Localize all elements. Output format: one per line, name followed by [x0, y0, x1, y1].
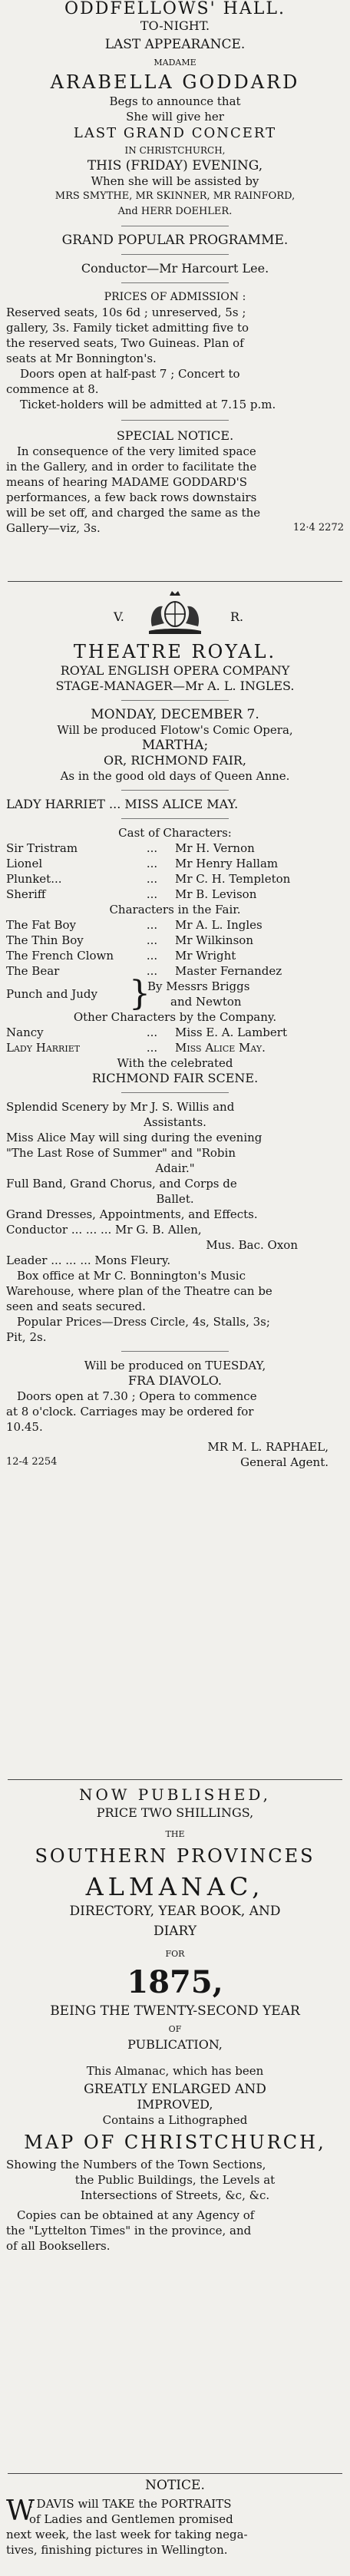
- conductor-degree: Mus. Bac. Oxon: [206, 1238, 298, 1252]
- actor: Mr Henry Hallam: [175, 857, 279, 870]
- song-line: "The Last Rose of Summer" and "Robin: [6, 1146, 236, 1160]
- fra-diavolo: FRA DIAVOLO.: [128, 1373, 222, 1388]
- special-last-row: [6, 520, 344, 536]
- publication: PUBLICATION,: [127, 2037, 223, 2052]
- divider: [121, 282, 229, 283]
- performance-date: MONDAY, DECEMBER 7.: [91, 707, 259, 722]
- special-notice-body: [6, 444, 344, 536]
- davis-notice: [6, 2478, 344, 2558]
- oddfellows-ad: [6, 2, 344, 536]
- role: Sir Tristram: [6, 841, 78, 855]
- role: The Fat Boy: [6, 918, 76, 932]
- leader-dots: ...: [146, 887, 158, 901]
- scenery-line: Splendid Scenery by Mr J. S. Willis and: [6, 1100, 235, 1114]
- fair-scene: RICHMOND FAIR SCENE.: [91, 1071, 259, 1085]
- actor: Mr B. Levison: [175, 887, 257, 901]
- crest-r: R.: [230, 609, 244, 624]
- section-rule: [8, 2473, 342, 2474]
- band-line: Full Band, Grand Chorus, and Corps de: [6, 1177, 237, 1191]
- divider: [121, 790, 229, 791]
- actor: Mr Wilkinson: [175, 933, 253, 947]
- song-line: Adair.": [155, 1161, 195, 1175]
- notice-line: next week, the last week for taking nega-: [6, 2528, 248, 2541]
- dresses-line: Grand Dresses, Appointments, and Effects.: [6, 1207, 258, 1221]
- drop-cap: W: [6, 2495, 35, 2527]
- box-office-line: Box office at Mr C. Bonnington's Music: [17, 1269, 246, 1283]
- band-line: Ballet.: [156, 1192, 194, 1206]
- special-notice-heading: SPECIAL NOTICE.: [116, 428, 234, 443]
- prices-line: commence at 8.: [6, 382, 99, 396]
- assistants-2: And HERR DOEHLER.: [117, 206, 233, 217]
- price-line: PRICE TWO SHILLINGS,: [96, 1805, 254, 1820]
- cast-row: [6, 1025, 344, 1040]
- punch-judy-actors: [144, 979, 249, 1009]
- manager-line: STAGE-MANAGER—Mr A. L. INGLES.: [55, 679, 295, 693]
- actor: and Newton: [170, 995, 242, 1009]
- conductor-line: Conductor—Mr Harcourt Lee.: [81, 261, 269, 276]
- map-title: MAP OF CHRISTCHURCH,: [24, 2132, 326, 2153]
- conductor-line: Conductor ... ... ... Mr G. B. Allen,: [6, 1223, 202, 1237]
- for: FOR: [165, 1949, 185, 1959]
- other-heading: Other Characters by the Company.: [73, 1010, 277, 1024]
- leader-dots: ...: [146, 964, 158, 978]
- role: Lady Harriet: [6, 1041, 81, 1055]
- actor: Mr Wright: [175, 949, 236, 963]
- leader-dots: ...: [146, 918, 158, 932]
- ad-reference: 12·4 2272: [292, 522, 344, 533]
- prices-line: Popular Prices—Dress Circle, 4s, Stalls, 3s;: [17, 1315, 270, 1329]
- prices-line: Pit, 2s.: [6, 1330, 47, 1344]
- role: Plunket...: [6, 872, 62, 886]
- cast-row: [6, 841, 344, 856]
- agent-title: General Agent.: [240, 1455, 329, 1469]
- prices-heading: PRICES OF ADMISSION :: [104, 291, 246, 303]
- copies-line: Copies can be obtained at any Agency of: [17, 2208, 255, 2222]
- as-in-line: As in the good old days of Queen Anne.: [60, 769, 290, 783]
- special-line: In consequence of the very limited space: [17, 444, 256, 458]
- showing-line: Showing the Numbers of the Town Sections,: [6, 2158, 266, 2171]
- opera-subtitle: OR, RICHMOND FAIR,: [103, 753, 247, 768]
- section-rule: [8, 1779, 342, 1780]
- role: The Thin Boy: [6, 933, 84, 947]
- actor: Miss E. A. Lambert: [175, 1025, 287, 1039]
- prices-line: Doors open at half-past 7 ; Concert to: [20, 367, 240, 381]
- leader-dots: ...: [146, 872, 158, 886]
- role: Punch and Judy: [6, 987, 97, 1001]
- special-line: in the Gallery, and in order to facilitate the: [6, 460, 257, 474]
- now-published: NOW PUBLISHED,: [78, 1785, 272, 1804]
- notice-body: [6, 2496, 344, 2527]
- scenery-line: Assistants.: [144, 1115, 206, 1129]
- leader-dots: ...: [146, 1041, 158, 1055]
- divider: [121, 1092, 229, 1093]
- in-christchurch: IN CHRISTCHURCH,: [124, 145, 226, 156]
- actor: Miss Alice May.: [175, 1041, 266, 1055]
- ad-heading: ODDFELLOWS' HALL.: [64, 0, 286, 18]
- cast-row: [6, 933, 344, 948]
- this-almanac: This Almanac, which has been: [86, 2064, 264, 2078]
- punch-judy-row: [6, 974, 344, 1013]
- role: The French Clown: [6, 949, 114, 963]
- actor: Mr C. H. Templeton: [175, 872, 291, 886]
- cast-row: [6, 963, 344, 979]
- performer-name: ARABELLA GODDARD: [50, 71, 300, 93]
- other-cast-list: [6, 1025, 344, 1055]
- almanac-title: ALMANAC,: [85, 1872, 265, 1901]
- section-rule: [8, 581, 342, 582]
- prices-line: seats at Mr Bonnington's.: [6, 352, 157, 365]
- royal-coat-of-arms-icon: [144, 588, 206, 637]
- agent-name: MR M. L. RAPHAEL,: [207, 1440, 329, 1454]
- box-office-line: seen and seats secured.: [6, 1300, 146, 1313]
- almanac-subtitle: DIRECTORY, YEAR BOOK, AND: [69, 1904, 281, 1919]
- company-line: ROYAL ENGLISH OPERA COMPANY: [60, 663, 290, 678]
- almanac-ad: [6, 1784, 344, 2254]
- prices-line: Ticket-holders will be admitted at 7.15 p.m.: [20, 398, 276, 411]
- begs-line: Begs to announce that: [109, 94, 241, 108]
- leader-dots: ...: [146, 841, 158, 855]
- fair-heading: Characters in the Fair.: [109, 903, 241, 916]
- brace-icon: }: [129, 974, 150, 1013]
- box-office-line: Warehouse, where plan of the Theatre can be: [6, 1284, 272, 1298]
- lead-billing: LADY HARRIET ... MISS ALICE MAY.: [6, 797, 239, 811]
- almanac-title: SOUTHERN PROVINCES: [35, 1845, 315, 1867]
- produced-line: Will be produced Flotow's Comic Opera,: [57, 723, 293, 737]
- last-appearance: LAST APPEARANCE.: [104, 37, 246, 52]
- the: THE: [165, 1829, 185, 1839]
- divider: [121, 1351, 229, 1352]
- notice-first-lines: [29, 2496, 344, 2527]
- cast-row: [6, 1040, 344, 1055]
- leader-dots: ...: [146, 857, 158, 870]
- theatre-royal-ad: [6, 586, 344, 1470]
- divider: [121, 700, 229, 701]
- showing-line: Intersections of Streets, &c, &c.: [80, 2188, 270, 2202]
- doors-line: Doors open at 7.30 ; Opera to commence: [17, 1389, 257, 1403]
- royal-crest-row: [6, 586, 344, 640]
- of: OF: [168, 2024, 182, 2034]
- enlarged: GREATLY ENLARGED AND: [84, 2082, 266, 2097]
- leader-dots: ...: [146, 933, 158, 947]
- special-last: Gallery—viz, 3s.: [6, 521, 101, 535]
- notice-line: of Ladies and Gentlemen promised: [29, 2512, 233, 2526]
- last-grand-concert: LAST GRAND CONCERT: [73, 125, 277, 141]
- prices-body: [6, 305, 344, 412]
- madame: MADAME: [154, 58, 196, 68]
- divider: [121, 818, 229, 819]
- copies-line: of all Booksellers.: [6, 2239, 111, 2253]
- fair-cast-list: [6, 917, 344, 1013]
- prices-line: the reserved seats, Two Guineas. Plan of: [6, 336, 244, 350]
- divider: [121, 254, 229, 255]
- programme-line: GRAND POPULAR PROGRAMME.: [61, 233, 289, 248]
- special-line: will be set off, and charged the same as the: [6, 506, 261, 520]
- actor: By Messrs Briggs: [147, 979, 250, 993]
- cast-row: [6, 948, 344, 963]
- cast-row: [6, 887, 344, 902]
- showing-line: the Public Buildings, the Levels at: [74, 2173, 276, 2187]
- with-line: With the celebrated: [117, 1056, 233, 1070]
- opera-title: MARTHA;: [141, 738, 209, 753]
- almanac-year: 1875,: [127, 1964, 223, 2000]
- actor: Master Fernandez: [175, 964, 282, 978]
- contains: Contains a Lithographed: [102, 2113, 248, 2127]
- agent-row: [6, 1455, 344, 1470]
- role: The Bear: [6, 964, 60, 978]
- notice-line: tives, finishing pictures in Wellington.: [6, 2543, 228, 2557]
- prices-line: gallery, 3s. Family ticket admitting five to: [6, 321, 249, 335]
- leader-dots: ...: [146, 949, 158, 963]
- prices-line: Reserved seats, 10s 6d ; unreserved, 5s ;: [6, 305, 246, 319]
- almanac-subtitle: DIARY: [153, 1924, 197, 1939]
- tuesday-line: Will be produced on TUESDAY,: [84, 1359, 266, 1372]
- role: Sheriff: [6, 887, 46, 901]
- theatre-heading: THEATRE ROYAL.: [73, 641, 277, 662]
- actor: Mr H. Vernon: [175, 841, 255, 855]
- she-line: She will give her: [126, 110, 224, 124]
- notice-line: . DAVIS will TAKE the PORTRAITS: [29, 2497, 232, 2511]
- this-friday: THIS (FRIDAY) EVENING,: [87, 158, 263, 173]
- doors-line: at 8 o'clock. Carriages may be ordered for: [6, 1405, 254, 1418]
- leader-dots: ...: [146, 1025, 158, 1039]
- cast-row: [6, 917, 344, 933]
- special-line: performances, a few back rows downstairs: [6, 490, 257, 504]
- cast-list: [6, 841, 344, 902]
- doors-line: 10.45.: [6, 1420, 43, 1434]
- notice-heading: NOTICE.: [145, 2478, 205, 2493]
- cast-heading: Cast of Characters:: [118, 826, 232, 840]
- role: Nancy: [6, 1025, 44, 1039]
- being-line: BEING THE TWENTY-SECOND YEAR: [50, 2003, 300, 2019]
- actor: Mr A. L. Ingles: [175, 918, 262, 932]
- assistants-1: MRS SMYTHE, MR SKINNER, MR RAINFORD,: [54, 190, 296, 202]
- role: Lionel: [6, 857, 43, 870]
- divider: [121, 420, 229, 421]
- special-line: means of hearing MADAME GODDARD'S: [6, 475, 248, 489]
- crest-v: V.: [114, 609, 124, 624]
- improved: IMPROVED,: [137, 2097, 213, 2112]
- ad-reference: 12-4 2254: [6, 1456, 58, 1468]
- leader-line: Leader ... ... ... Mons Fleury.: [6, 1253, 171, 1267]
- tonight: TO-NIGHT.: [140, 18, 210, 33]
- assisted-line: When she will be assisted by: [91, 174, 259, 188]
- cast-row: [6, 871, 344, 887]
- song-line: Miss Alice May will sing during the evening: [6, 1131, 262, 1144]
- copies-line: the "Lyttelton Times" in the province, and: [6, 2224, 252, 2237]
- cast-row: [6, 856, 344, 871]
